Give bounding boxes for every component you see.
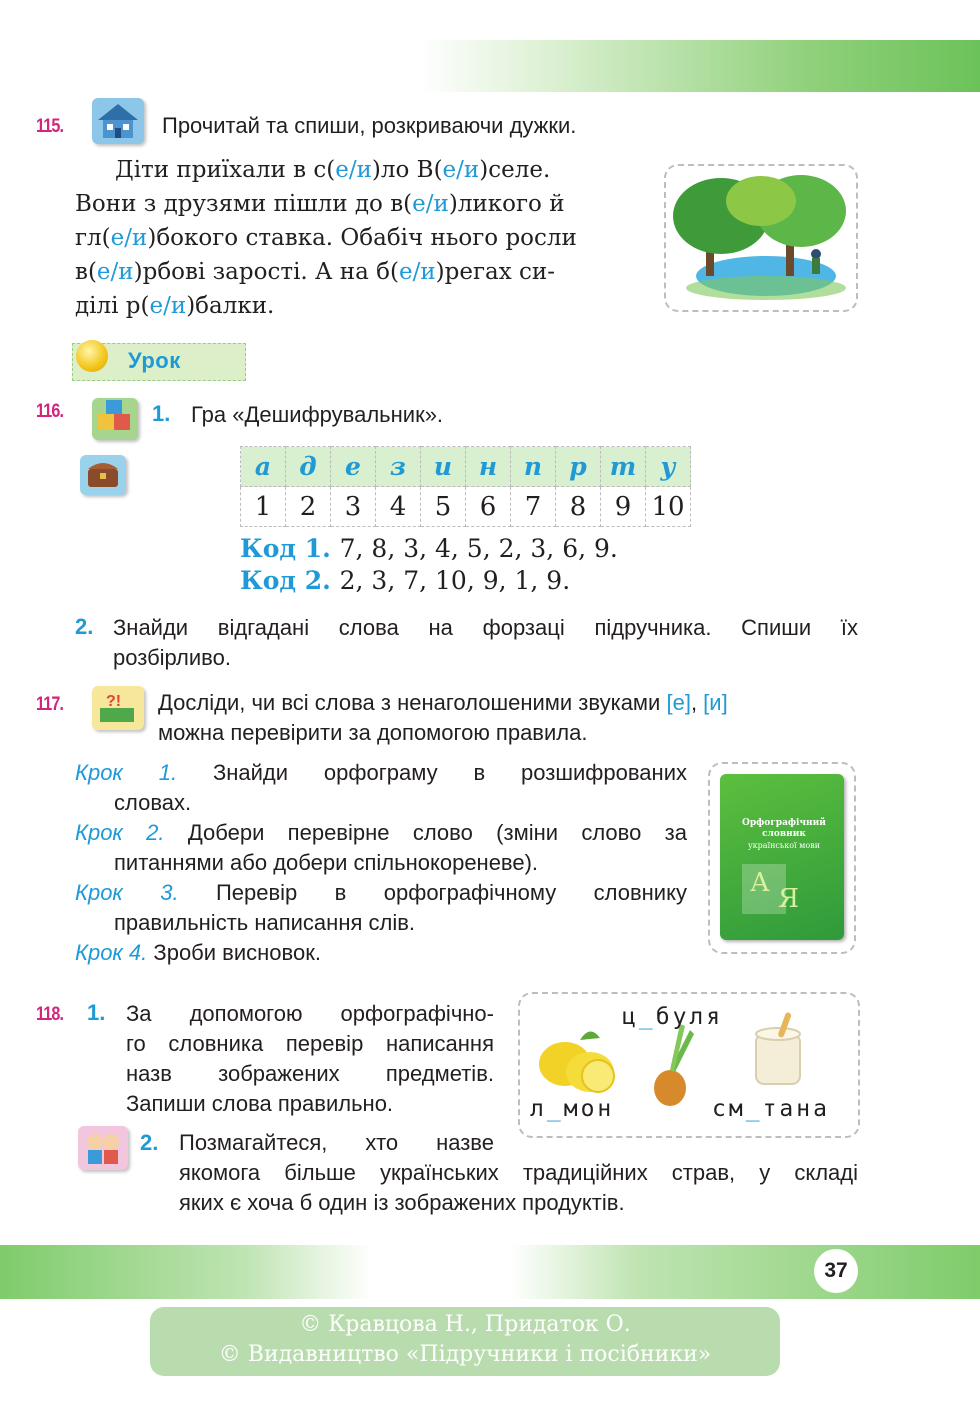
exercise-115-number: 115. — [36, 116, 64, 137]
cipher-number-cell: 4 — [376, 487, 421, 527]
cipher-letter-cell: а — [241, 447, 286, 487]
copyright-line-1: © Кравцова Н., Придаток О. — [299, 1312, 631, 1337]
balloon-icon — [76, 340, 108, 372]
cipher-letter-cell: у — [646, 447, 691, 487]
question-book-icon — [92, 686, 144, 730]
kids-icon — [78, 1126, 128, 1170]
cipher-table — [240, 446, 691, 527]
task-2-number: 2. — [75, 614, 94, 639]
text-line: го словника перевір написання — [126, 1031, 494, 1056]
lesson-label: Урок — [128, 348, 181, 373]
cipher-number-cell: 8 — [556, 487, 601, 527]
cipher-letter-cell: н — [466, 447, 511, 487]
cipher-number-cell: 9 — [601, 487, 646, 527]
ex118-task-2-number: 2. — [140, 1130, 159, 1155]
exercise-116-number: 116. — [36, 401, 64, 422]
exercise-115-instruction: Прочитай та спиши, розкриваючи дужки. — [162, 113, 577, 138]
ex118-task-1-number: 1. — [87, 1000, 106, 1025]
step-1-line-1: Крок 1. Знайди орфограму в розшифрованих — [75, 760, 687, 785]
cipher-number-cell: 2 — [286, 487, 331, 527]
cipher-number-cell: 1 — [241, 487, 286, 527]
pond-illustration — [664, 164, 858, 312]
ex118-task-2-line-2: якомога більше українських традиційних страв, у складі — [179, 1160, 858, 1185]
text-line: Запиши слова правильно. — [126, 1091, 394, 1116]
task-2-line-2: розбірливо. — [113, 645, 231, 670]
word-smetana: см_тана — [712, 1096, 830, 1122]
exercise-117-intro-line-1: Досліди, чи всі слова з ненаголошеними звуками [е], [и] — [158, 690, 728, 715]
text-line: в(е/и)рбові зарості. А на б(е/и)регах си- — [75, 259, 555, 285]
cipher-number-cell: 7 — [511, 487, 556, 527]
ex118-task-2-line-3: яких є хоча б один із зображених продуктів. — [179, 1190, 625, 1215]
cipher-letter-cell: п — [511, 447, 556, 487]
food-illustration — [518, 992, 860, 1138]
copyright-line-2: © Видавництво «Підручники і посібники» — [218, 1342, 712, 1367]
step-2-line-2: питаннями або добери спільнокореневе). — [114, 850, 539, 875]
cipher-letter-cell: т — [601, 447, 646, 487]
step-4-line-1: Крок 4. Зроби висновок. — [75, 940, 321, 965]
cipher-number-cell: 10 — [646, 487, 691, 527]
text-line: гл(е/и)бокого ставка. Обабіч нього росли — [75, 225, 577, 251]
word-tsybulia: ц_буля — [622, 1004, 724, 1030]
dictionary-book — [720, 774, 844, 940]
cipher-letter-cell: з — [376, 447, 421, 487]
dictionary-letter-ya: Я — [778, 884, 799, 914]
dictionary-illustration — [708, 762, 856, 954]
cipher-letter-cell: и — [421, 447, 466, 487]
exercise-117-number: 117. — [36, 694, 64, 715]
cipher-number-cell: 5 — [421, 487, 466, 527]
exercise-115-text — [75, 153, 645, 323]
exercise-118-number: 118. — [36, 1004, 64, 1025]
text-line: За допомогою орфографічно- — [126, 1001, 494, 1026]
step-2-line-1: Крок 2. Добери перевірне слово (зміни слово за — [75, 820, 687, 845]
ex118-task-1-text — [126, 999, 494, 1119]
code-1: Код 1. 7, 8, 3, 4, 5, 2, 3, 6, 9. — [240, 534, 618, 563]
treasure-chest-icon — [80, 455, 126, 495]
text-line: назв зображених предметів. — [126, 1061, 494, 1086]
task-1-text: Гра «Дешифрувальник». — [191, 402, 444, 427]
text-line: ділі р(е/и)балки. — [75, 293, 275, 319]
steps-list — [75, 758, 687, 968]
alphabet-blocks-icon — [92, 398, 138, 440]
cipher-number-cell: 6 — [466, 487, 511, 527]
dictionary-title: Орфографічний словник української мови — [742, 818, 826, 850]
step-3-line-1: Крок 3. Перевір в орфографічному словнику — [75, 880, 687, 905]
word-lymon: л_мон — [530, 1096, 615, 1122]
copyright-box — [150, 1307, 780, 1376]
text-line: Діти приїхали в с(е/и)ло В(е/и)селе. — [115, 157, 551, 183]
house-icon — [92, 98, 144, 144]
ex118-task-2-line-1: Позмагайтеся, хто назве — [179, 1130, 494, 1155]
cipher-letter-cell: р — [556, 447, 601, 487]
step-3-line-2: правильність написання слів. — [114, 910, 416, 935]
task-2-line-1: Знайди відгадані слова на форзаці підручника. Спиши їх — [113, 615, 858, 640]
text-line: Вони з друзями пішли до в(е/и)ликого й — [75, 191, 565, 217]
step-1-line-2: словах. — [114, 790, 192, 815]
dictionary-letter-a: А — [750, 868, 770, 898]
task-1-number: 1. — [152, 401, 171, 426]
cipher-letter-cell: е — [331, 447, 376, 487]
exercise-117-intro-line-2: можна перевірити за допомогою правила. — [158, 720, 588, 745]
svg-text:?!: ?! — [106, 693, 122, 710]
cipher-letter-cell: д — [286, 447, 331, 487]
code-2: Код 2. 2, 3, 7, 10, 9, 1, 9. — [240, 566, 571, 595]
top-decor-bar — [420, 40, 980, 92]
cipher-number-cell: 3 — [331, 487, 376, 527]
page-number: 37 — [814, 1249, 858, 1293]
